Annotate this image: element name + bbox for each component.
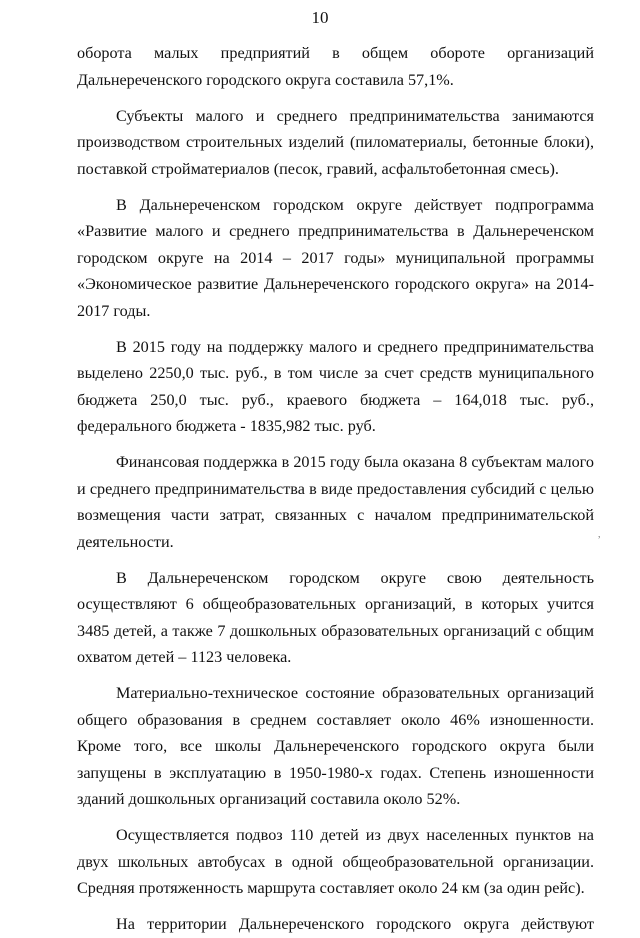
paragraph: В Дальнереченском городском округе свою деятельность осуществляют 6 общеобразовательных организаций, в которых учится 3485 детей, а также 7 дошкольных образовательных организаций с общим охватом детей – 1123 человека.: [77, 568, 594, 666]
paragraph: Субъекты малого и среднего предпринимательства занимаются производством строительных изделий (пиломатериалы, бетонные блоки), поставкой стройматериалов (песок, гравий, асфальтобетонная смесь).: [77, 106, 594, 178]
paragraph: Осуществляется подвоз 110 детей из двух населенных пунктов на двух школьных автобусах в одной общеобразовательной организации. Средняя протяженность маршрута составляет около 24 км (за один рейс).: [77, 826, 594, 897]
document-body: [77, 40, 594, 938]
page-number: 10: [311, 8, 329, 27]
scan-speck: ,: [598, 529, 601, 540]
paragraph: В 2015 году на поддержку малого и среднего предпринимательства выделено 2250,0 тыс. руб., в том числе за счет средств муниципального бюджета 250,0 тыс. руб., краевого бюджета – 164,018 тыс. руб., федерального бюджета - 1835,982 тыс. руб.: [77, 337, 594, 435]
paragraph: Материально-техническое состояние образовательных организаций общего образования в среднем составляет около 46% изношенности. Кроме того, все школы Дальнереченского городского округа были запущены в эксплуатацию в 1950-1980-х годах. Степень изношенности зданий дошкольных организаций составила около 52%.: [77, 684, 594, 808]
paragraph-continued: На территории Дальнереченского городского округа действуют: [116, 915, 594, 933]
paragraph: Финансовая поддержка в 2015 году была оказана 8 субъектам малого и среднего предпринимательства в виде предоставления субсидий с целью возмещения части затрат, связанных с началом предпринимательской деятельности.: [77, 453, 594, 551]
paragraph: В Дальнереченском городском округе действует подпрограмма «Развитие малого и среднего предпринимательства в Дальнереченском городском округе на 2014 – 2017 годы» муниципальной программы «Экономическое развитие Дальнереченского городского округа» на 2014-2017 годы.: [77, 195, 594, 320]
paragraph: оборота малых предприятий в общем обороте организаций Дальнереченского городского округа составила 57,1%.: [77, 44, 594, 89]
